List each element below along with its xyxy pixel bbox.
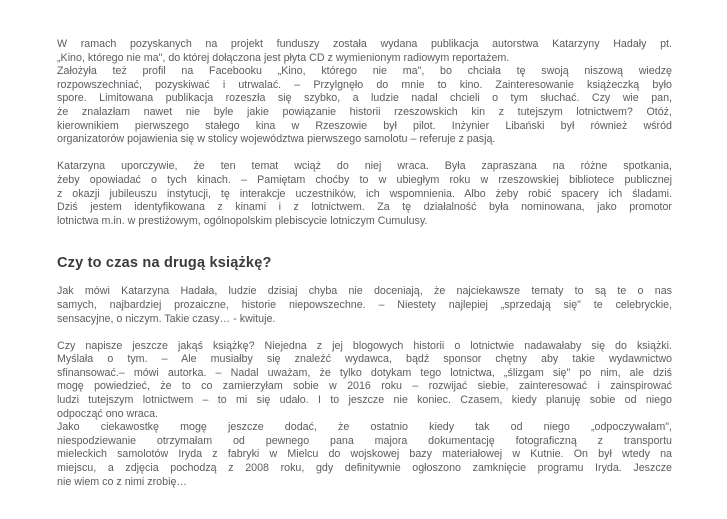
text-line: sfinansować.– mówi autorka. – Nadal uważam, że tylko dotykam tego lotnictwa, „ślizgam się" po nim, ale dziś	[57, 366, 672, 379]
text-line: nie wiem co z nimi zrobię…	[57, 475, 188, 488]
text-line: miejscu, a zdjęcia pochodzą z 2008 roku, gdy definitywnie ogłoszono zamknięcie programu Iryda. Jeszcze	[57, 462, 672, 475]
text-line: mieleckich samolotów Iryda z fabryki w Mielcu do wojskowej bazy materiałowej w Kutnie. On był wtedy na	[57, 448, 672, 461]
memories-paragraph-block	[57, 160, 672, 228]
text-line: Myślała o tym. – Ale musiałby się znaleźć wydawca, bądź sponsor chętny aby takie wydawnictwo	[57, 353, 672, 366]
section-heading: Czy to czas na drugą książkę?	[57, 255, 272, 272]
text-line: Jako ciekawostkę mogę jeszcze dodać, że ostatnio kiedy tak od niego „odpoczywałam",	[57, 421, 672, 434]
text-line: „Kino, którego nie ma", do której dołączona jest płyta CD z wymienionym radiowym reportażem.	[57, 51, 510, 64]
text-line: mogę powiedzieć, że to co zamierzyłam sobie w 2016 roku – rozwijać siebie, zainteresować i zainspirować	[57, 380, 672, 393]
text-line: Dziś jestem identyfikowana z kinami i z lotnictwem. Za tę działalność była nominowana, jako promotor	[57, 201, 672, 214]
text-line: żeby opowiadać o tych kinach. – Pamiętam choćby to w ubiegłym roku w rzeszowskiej bibliotece publicznej	[57, 173, 672, 186]
text-line: kierownikiem pierwszego stałego kina w Rzeszowie był pilot. Inżynier Libański był również wśród	[57, 119, 672, 132]
text-line: Katarzyna uporczywie, że ten temat wciąż do niej wraca. Była zapraszana na różne spotkania,	[57, 160, 672, 173]
paragraph-publication	[57, 38, 672, 65]
text-line: rozpowszechniać, pozyskiwać i utrwalać. – Przylgnęło do mnie to kino. Zainteresowanie książeczką było	[57, 78, 672, 91]
paragraph-themes	[57, 285, 672, 326]
paragraph-iryda-photos	[57, 421, 672, 489]
text-line: Jak mówi Katarzyna Hadała, ludzie dzisiaj chyba nie doceniają, że najciekawsze tematy to są te o nas	[57, 285, 672, 298]
text-line: samych, najbardziej prozaiczne, historie niepowszechne. – Niestety najlepiej „sprzedają się" te celebryckie,	[57, 298, 672, 311]
next-book-paragraph-block	[57, 340, 672, 490]
text-line: Założyła też profil na Facebooku „Kino, którego nie ma", bo chciała tę swoją niszową wiedzę	[57, 65, 672, 78]
text-line: że znalazłam nawet nie byle jakie powiązanie historii rzeszowskich kin z tutejszym lotnictwem? Otóż,	[57, 105, 672, 118]
paragraph-next-book	[57, 340, 672, 422]
text-line: ludzi tutejszym lotnictwem – to mi się udało. I to jeszcze nie koniec. Czasem, kiedy planuję sobie od niego	[57, 394, 672, 407]
text-line: lotnictwa m.in. w prestiżowym, ogólnopolskim plebiscycie lotniczym Cumulusy.	[57, 214, 428, 227]
text-line: sensacyjne, o niczym. Takie czasy… - kwituje.	[57, 312, 276, 325]
text-line: W ramach pozyskanych na projekt funduszy została wydana publikacja autorstwa Katarzyny Hadały pt.	[57, 38, 672, 50]
article-body	[57, 38, 672, 489]
text-line: organizatorów pojawienia się w stolicy województwa pierwszego samolotu – referuje z pasją.	[57, 133, 496, 146]
text-line: z okazji jubileuszu instytucji, tę interakcje uczestników, ich wspomnienia. Albo żeby robić spacery ich śladami.	[57, 187, 672, 200]
paragraph-facebook-profile	[57, 65, 672, 147]
text-line: spore. Limitowana publikacja rozeszła się szybko, a ludzie nadal chcieli o tym słuchać. Czy wie pan,	[57, 92, 672, 105]
paragraph-memories	[57, 160, 672, 228]
themes-paragraph-block	[57, 285, 672, 326]
intro-paragraph-block	[57, 38, 672, 147]
text-line: niespodziewanie otrzymałam od pewnego pana majora dokumentację fotograficzną z transportu	[57, 434, 672, 447]
text-line: Czy napisze jeszcze jakąś książkę? Niejedna z jej blogowych historii o lotnictwie nadawałaby się do książki.	[57, 339, 672, 352]
text-line: odpocząć ono wraca.	[57, 407, 158, 420]
